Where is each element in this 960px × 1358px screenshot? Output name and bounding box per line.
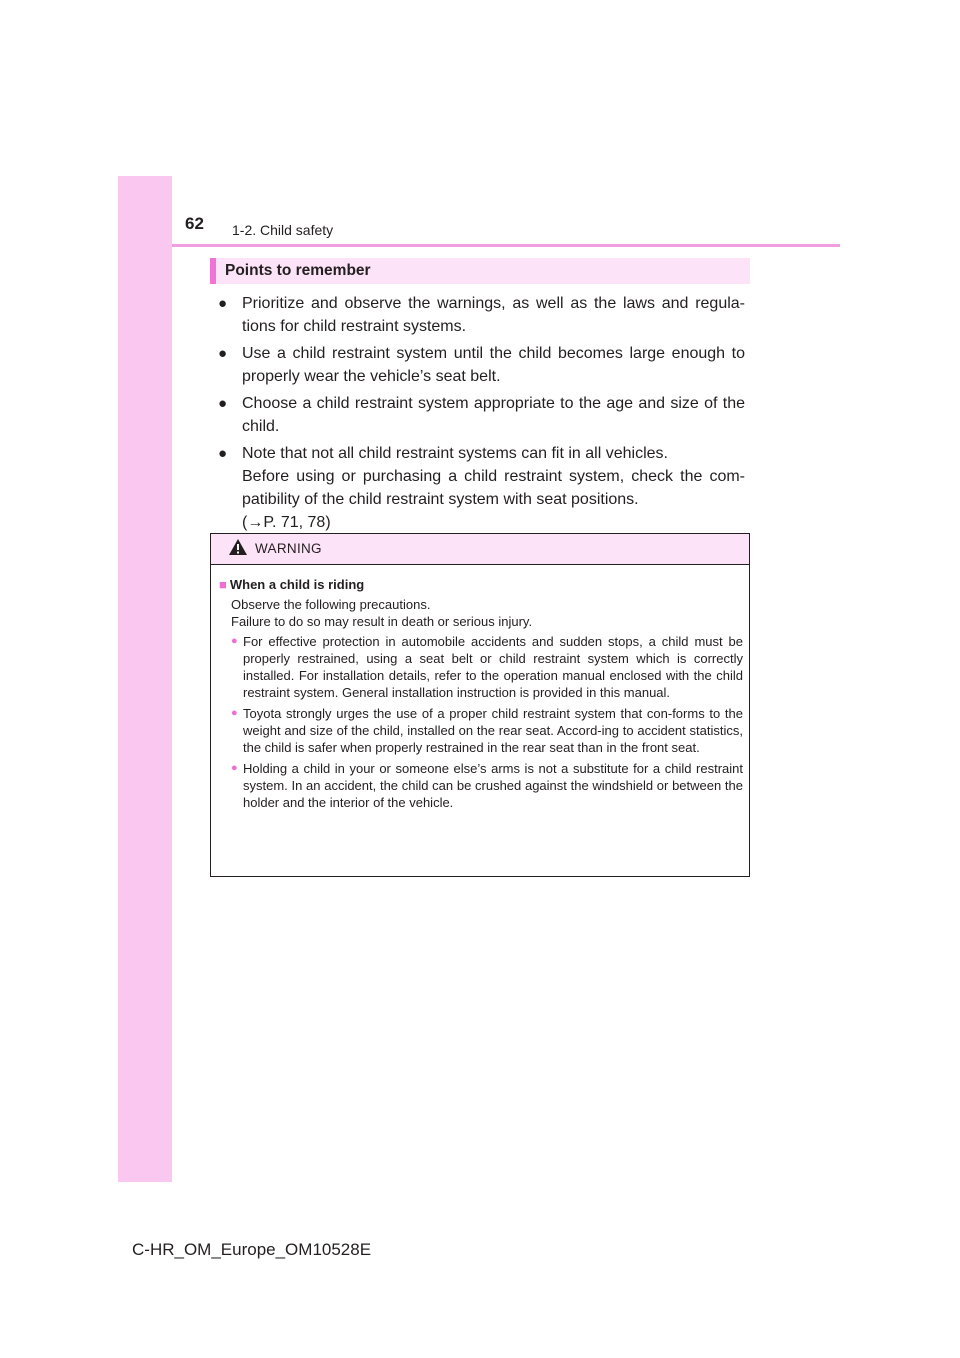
header-accent-bar (210, 258, 216, 284)
warning-item-text: For effective protection in automobile accidents and sudden stops, a child must be properly restrained, using a seat belt or child restraint system which is correctly installed. For installation details, refer to the operation manual enclosed with the child restraint system. General installation instruction is provided in this manual. (243, 634, 743, 700)
points-to-remember-title: Points to remember (225, 262, 371, 279)
page-reference-link[interactable]: (→P. 71, 78) (242, 514, 331, 531)
list-item (219, 760, 743, 811)
warning-body (211, 565, 749, 811)
list-item (218, 292, 745, 338)
warning-item-text: Holding a child in your or someone else’s arms is not a substitute for a child restraint system. In an accident, the child can be crushed against the windshield or between the holder and the interior of the vehicle. (243, 761, 743, 810)
point-extra-text: Before using or purchasing a child restraint system, check the com-patibility of the child restraint system with seat positions. (242, 468, 745, 508)
square-bullet-icon: ■ (219, 577, 227, 592)
warning-triangle-icon (228, 538, 248, 561)
warning-box (210, 533, 750, 877)
bullet-icon: ● (218, 345, 228, 362)
list-item (218, 342, 745, 388)
bullet-icon: ● (218, 295, 228, 312)
side-color-band (118, 176, 172, 1182)
bullet-icon: ● (218, 395, 228, 412)
warning-intro-line: Failure to do so may result in death or serious injury. (231, 614, 533, 629)
page-number: 62 (185, 214, 204, 233)
points-list (218, 292, 745, 538)
bullet-icon: ● (218, 445, 228, 462)
bullet-icon: ● (231, 635, 238, 647)
header-rule (172, 244, 840, 247)
bullet-icon: ● (231, 707, 238, 719)
warning-item-text: Toyota strongly urges the use of a proper child restraint system that con-forms to the weight and size of the child, installed on the rear seat. Accord-ing to accident statistics, the child is safer when properly restrained in the rear seat than in the front seat. (243, 706, 743, 755)
point-text: Prioritize and observe the warnings, as well as the laws and regula-tions for child restraint systems. (242, 295, 745, 335)
warning-label: WARNING (255, 541, 322, 556)
warning-title-text: When a child is riding (229, 577, 365, 592)
point-text: Use a child restraint system until the child becomes large enough to properly wear the vehicle’s seat belt. (242, 345, 745, 385)
points-to-remember-header (210, 258, 750, 284)
document-code: C-HR_OM_Europe_OM10528E (132, 1240, 372, 1259)
bullet-icon: ● (231, 762, 238, 774)
list-item (218, 392, 745, 438)
list-item (218, 442, 745, 534)
list-item (219, 705, 743, 756)
warning-header (211, 534, 749, 565)
warning-title (219, 576, 743, 593)
point-text: Note that not all child restraint systems can fit in all vehicles. (242, 445, 668, 462)
section-title: 1-2. Child safety (232, 222, 334, 238)
list-item (219, 633, 743, 701)
warning-intro-line: Observe the following precautions. (231, 597, 431, 612)
point-text: Choose a child restraint system appropriate to the age and size of the child. (242, 395, 745, 435)
warning-intro (219, 596, 743, 630)
